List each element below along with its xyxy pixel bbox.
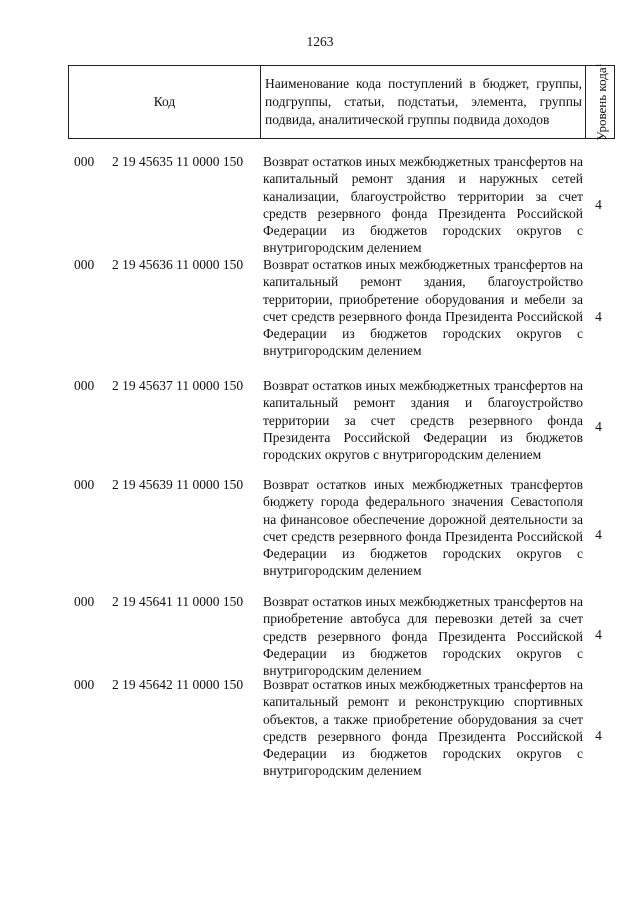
admin-code: 000 [74, 594, 95, 609]
table-body [68, 153, 614, 796]
table-row [68, 593, 614, 679]
level-cell: 4 [595, 526, 602, 542]
level-cell: 4 [595, 626, 602, 642]
admin-code: 000 [74, 257, 95, 272]
admin-code: 000 [74, 477, 95, 492]
name-cell: Возврат остатков иных межбюджетных трансфертов на капитальный ремонт здания, благоустройство территории, приобретение оборудования и мебели за счет средств резервного фонда Президента Российской Федерации из бюджетов городских округов с внутригородским делением [263, 257, 583, 359]
name-cell: Возврат остатков иных межбюджетных трансфертов на капитальный ремонт здания и благоустройство территории за счет средств резервного фонда Президента Российской Федерации из бюджетов городских округов с внутригородским делением [263, 378, 583, 463]
name-cell: Возврат остатков иных межбюджетных трансфертов на приобретение автобуса для перевозки детей за счет средств резервного фонда Президента Российской Федерации из бюджетов городских округов с внутригородским делением [263, 594, 583, 679]
name-cell: Возврат остатков иных межбюджетных трансфертов на капитальный ремонт здания и наружных сетей канализации, благоустройство территории за счет средств резервного фонда Президента Российской Федерации из бюджетов городских округов с внутригородским делением [263, 154, 583, 256]
name-cell: Возврат остатков иных межбюджетных трансфертов на капитальный ремонт и реконструкцию спортивных объектов, а также приобретение оборудования за счет средств резервного фонда Президента Российской Федерации из бюджетов городских округов с внутригородским делением [263, 677, 583, 779]
table-row [68, 476, 614, 593]
code-cell [68, 256, 260, 273]
level-cell: 4 [595, 196, 602, 212]
header-code-label: Код [153, 94, 176, 109]
header-level-cell [586, 63, 615, 141]
level-cell: 4 [595, 308, 602, 324]
income-code: 2 19 45636 11 0000 150 [112, 257, 244, 272]
code-cell [68, 377, 260, 394]
name-cell: Возврат остатков иных межбюджетных трансфертов бюджету города федерального значения Севастополя на финансовое обеспечение дорожной деятельности за счет средств резервного фонда Президента Российской Федерации из бюджетов городских округов с внутригородским делением [263, 477, 583, 579]
table-row [68, 377, 614, 476]
header-name-label: Наименование кода поступлений в бюджет, группы, подгруппы, статьи, подстатьи, элемента, группы подвида, аналитической группы подвида доходов [265, 76, 582, 127]
level-cell: 4 [595, 728, 602, 744]
income-code: 2 19 45642 11 0000 150 [112, 677, 244, 692]
income-code: 2 19 45637 11 0000 150 [112, 378, 244, 393]
code-cell [68, 476, 260, 493]
admin-code: 000 [74, 677, 95, 692]
table-row [68, 676, 614, 796]
code-cell [68, 676, 260, 693]
code-cell [68, 593, 260, 610]
admin-code: 000 [74, 154, 95, 169]
header-name-cell [261, 66, 586, 139]
income-code: 2 19 45639 11 0000 150 [112, 477, 244, 492]
header-code-cell [69, 66, 261, 139]
admin-code: 000 [74, 378, 95, 393]
footnote-marker: 1 [593, 63, 603, 68]
table-row [68, 153, 614, 256]
table-header [68, 65, 615, 139]
level-cell: 4 [595, 418, 602, 434]
code-cell [68, 153, 260, 170]
income-code: 2 19 45635 11 0000 150 [112, 154, 244, 169]
table-row [68, 256, 614, 377]
income-code: 2 19 45641 11 0000 150 [112, 594, 244, 609]
page-number: 1263 [306, 34, 334, 49]
header-level-label: Уровень кода$^1$ [593, 63, 610, 141]
